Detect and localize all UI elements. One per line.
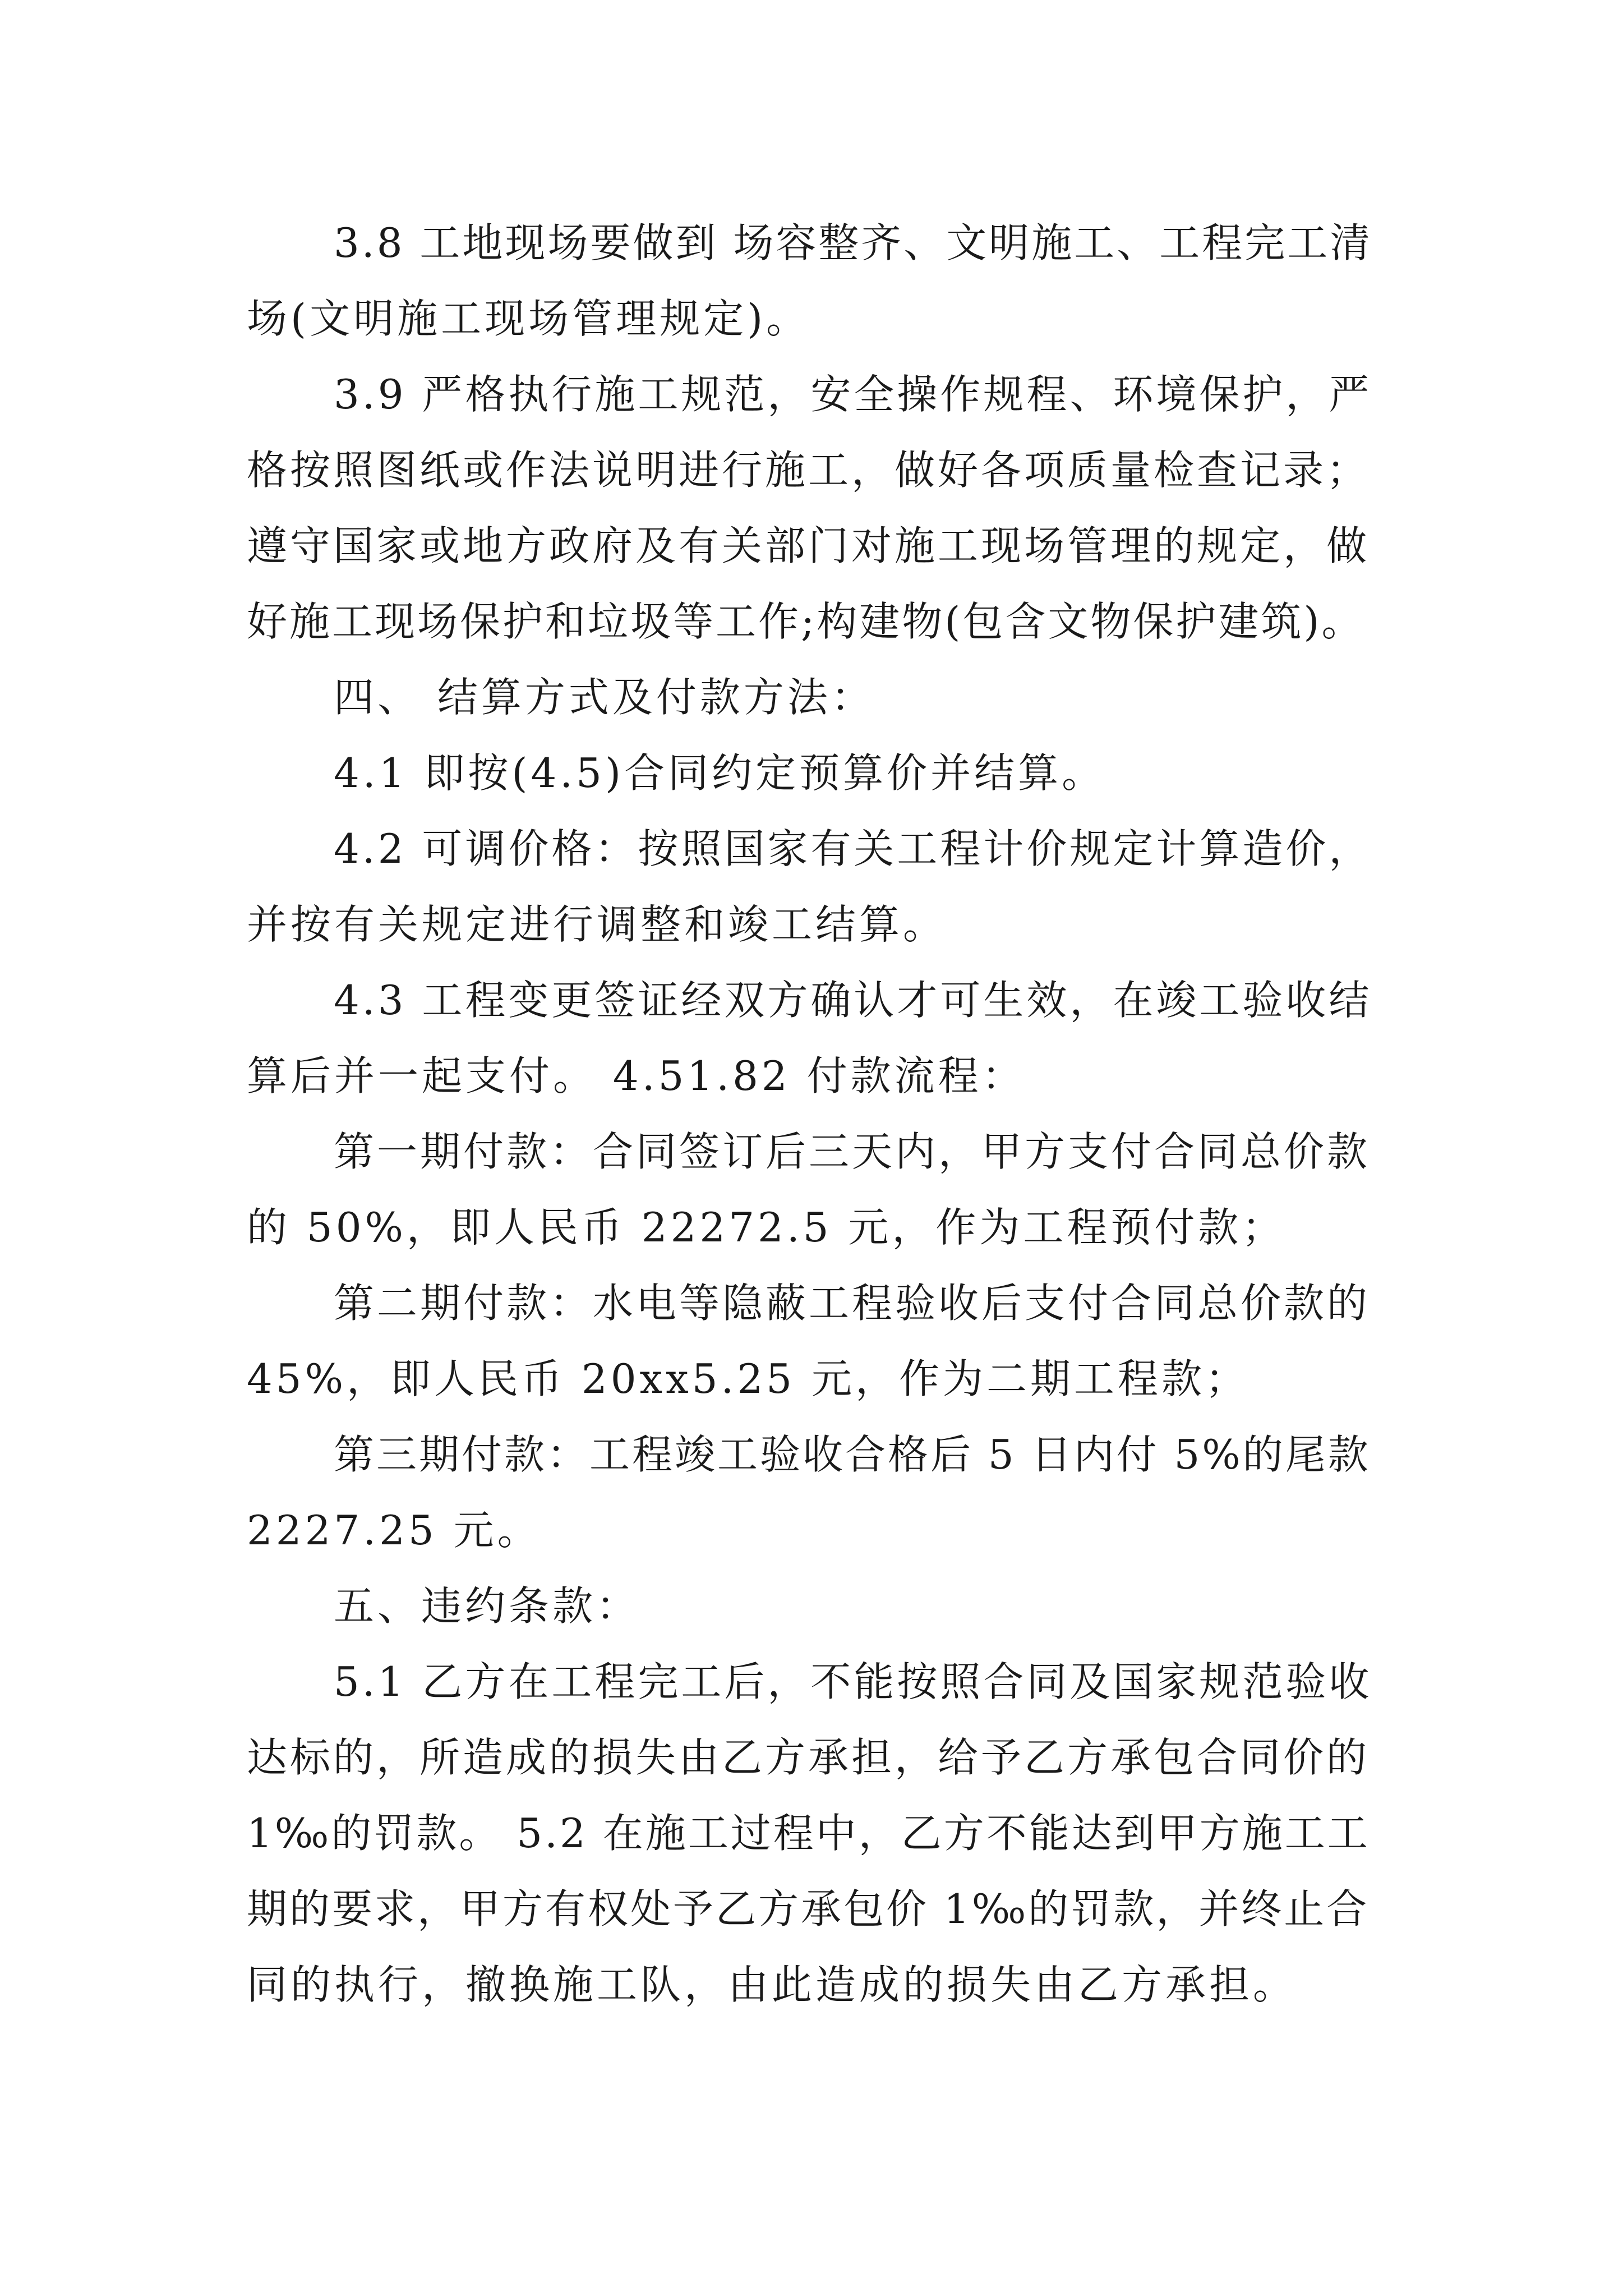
paragraph-4-2-line-2: 并按有关规定进行调整和竣工结算。 bbox=[247, 901, 947, 948]
paragraph-3-8-line-1: 3.8 工地现场要做到 场容整齐、文明施工、工程完工清 bbox=[334, 219, 1373, 266]
payment-1-line-2: 的 50%，即人民币 22272.5 元，作为工程预付款； bbox=[247, 1204, 1286, 1251]
paragraph-4-3-line-1: 4.3 工程变更签证经双方确认才可生效，在竣工验收结 bbox=[334, 977, 1372, 1024]
paragraph-3-9-line-2: 格按照图纸或作法说明进行施工，做好各项质量检查记录； bbox=[247, 447, 1370, 494]
paragraph-3-9-line-1: 3.9 严格执行施工规范，安全操作规程、环境保护，严 bbox=[334, 371, 1372, 418]
section-5-heading: 五、违约条款： bbox=[334, 1582, 640, 1630]
paragraph-4-3-line-2: 算后并一起支付。 4.51.82 付款流程： bbox=[247, 1052, 1026, 1099]
paragraph-3-9-line-4: 好施工现场保护和垃圾等工作;构建物(包含文物保护建筑)。 bbox=[247, 598, 1364, 645]
paragraph-5-1-line-2: 达标的，所造成的损失由乙方承担，给予乙方承包合同价的 bbox=[247, 1734, 1370, 1781]
payment-2-line-2: 45%，即人民币 20xx5.25 元，作为二期工程款； bbox=[247, 1355, 1249, 1402]
payment-3-line-1: 第三期付款：工程竣工验收合格后 5 日内付 5%的尾款 bbox=[334, 1431, 1371, 1478]
paragraph-3-9-line-3: 遵守国家或地方政府及有关部门对施工现场管理的规定，做 bbox=[247, 522, 1370, 569]
section-4-heading: 四、 结算方式及付款方法： bbox=[334, 674, 875, 721]
paragraph-4-2-line-1: 4.2 可调价格：按照国家有关工程计价规定计算造价， bbox=[334, 825, 1372, 872]
payment-3-line-2: 2227.25 元。 bbox=[247, 1507, 541, 1554]
paragraph-3-8-line-2: 场(文明施工现场管理规定)。 bbox=[247, 295, 810, 342]
paragraph-5-2-line-1: 期的要求，甲方有权处予乙方承包价 1‰的罚款，并终止合 bbox=[247, 1885, 1370, 1932]
paragraph-5-2-line-2: 同的执行，撤换施工队，由此造成的损失由乙方承担。 bbox=[247, 1961, 1297, 2008]
payment-2-line-1: 第二期付款：水电等隐蔽工程验收后支付合同总价款的 bbox=[334, 1280, 1371, 1327]
payment-1-line-1: 第一期付款：合同签订后三天内，甲方支付合同总价款 bbox=[334, 1128, 1371, 1175]
paragraph-5-1-line-1: 5.1 乙方在工程完工后，不能按照合同及国家规范验收 bbox=[334, 1658, 1372, 1705]
paragraph-5-1-line-3: 1‰的罚款。 5.2 在施工过程中，乙方不能达到甲方施工工 bbox=[247, 1810, 1370, 1857]
paragraph-4-1: 4.1 即按(4.5)合同约定预算价并结算。 bbox=[334, 749, 1106, 797]
